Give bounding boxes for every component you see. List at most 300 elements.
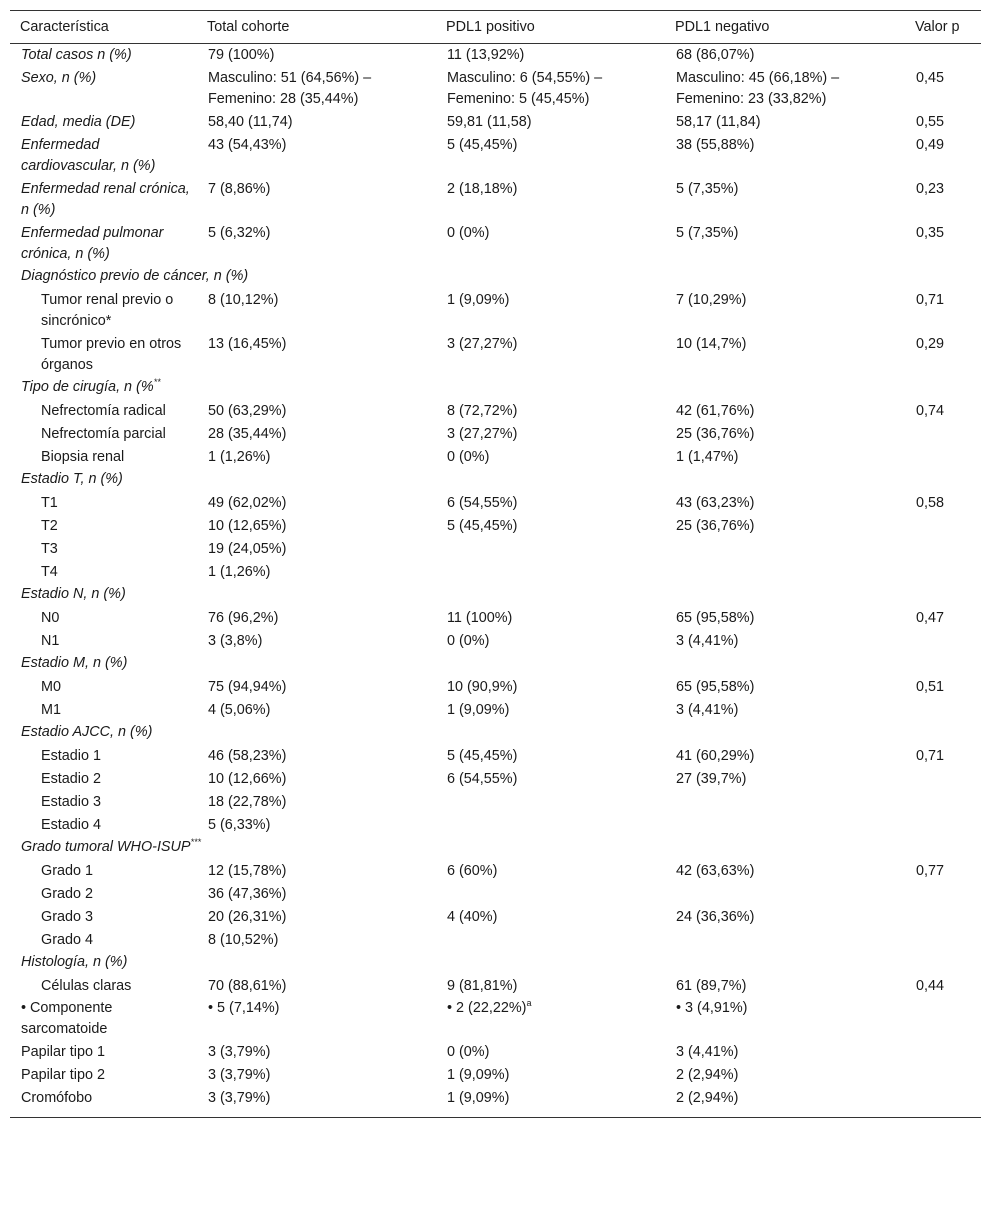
valor-p-cell (905, 998, 981, 1042)
total-cohorte-cell-text: 20 (26,31%) (208, 909, 287, 925)
total-cohorte-cell-text: 10 (12,66%) (208, 771, 287, 787)
table-row (10, 134, 981, 178)
row-label (10, 266, 981, 289)
pdl1-negativo-cell-text: 41 (60,29%) (676, 748, 755, 764)
pdl1-positivo-cell-text: 0 (0%) (447, 633, 490, 649)
valor-p-cell-text: 0,58 (916, 495, 945, 511)
total-cohorte-cell-text: 79 (100%) (208, 47, 275, 63)
table-row (10, 860, 981, 883)
pdl1-positivo-cell (436, 515, 665, 538)
pdl1-positivo-cell (436, 134, 665, 178)
header-pdl1-positivo: PDL1 positivo (446, 18, 535, 35)
valor-p-cell (905, 222, 981, 266)
valor-p-cell (905, 906, 981, 929)
table-row (10, 492, 981, 515)
valor-p-cell (905, 67, 981, 111)
pdl1-negativo-cell (665, 44, 905, 68)
row-label-text: Estadio 4 (41, 817, 102, 833)
valor-p-cell (905, 814, 981, 837)
row-label-text: M1 (41, 702, 61, 718)
pdl1-negativo-cell-text: 27 (39,7%) (676, 771, 747, 787)
pdl1-negativo-cell (665, 538, 905, 561)
valor-p-cell-text: 0,71 (916, 292, 945, 308)
table-row (10, 1042, 981, 1065)
valor-p-cell-text: 0,45 (916, 70, 945, 86)
total-cohorte-cell-text: Masculino: 51 (64,56%) – Femenino: 28 (35,44%) (208, 70, 372, 107)
header-valor-p: Valor p (915, 18, 960, 35)
row-label (10, 814, 197, 837)
row-label (10, 699, 197, 722)
valor-p-cell (905, 44, 981, 68)
valor-p-cell (905, 111, 981, 134)
total-cohorte-cell-text: 5 (6,33%) (208, 817, 271, 833)
row-label-text: Enfermedad pulmonar crónica, n (%) (21, 225, 164, 262)
pdl1-positivo-cell (436, 699, 665, 722)
valor-p-cell (905, 492, 981, 515)
pdl1-positivo-cell (436, 289, 665, 333)
total-cohorte-cell-text: 36 (47,36%) (208, 886, 287, 902)
header-caracteristica: Característica (20, 18, 109, 35)
valor-p-cell (905, 768, 981, 791)
pdl1-negativo-cell (665, 178, 905, 222)
table-row (10, 266, 981, 289)
total-cohorte-cell-text: 10 (12,65%) (208, 518, 287, 534)
table-row (10, 791, 981, 814)
valor-p-cell-text: 0,55 (916, 114, 945, 130)
valor-p-cell (905, 975, 981, 998)
total-cohorte-cell-text: 49 (62,02%) (208, 495, 287, 511)
pdl1-negativo-cell-text: 2 (2,94%) (676, 1090, 739, 1106)
pdl1-negativo-cell-text: 43 (63,23%) (676, 495, 755, 511)
row-label-text: Grado 3 (41, 909, 93, 925)
row-label-text: Diagnóstico previo de cáncer, n (%) (21, 268, 249, 284)
pdl1-negativo-cell (665, 446, 905, 469)
total-cohorte-cell-text: 3 (3,79%) (208, 1090, 271, 1106)
total-cohorte-cell-text: 7 (8,86%) (208, 181, 271, 197)
total-cohorte-cell-text: 13 (16,45%) (208, 336, 287, 352)
table-row (10, 745, 981, 768)
table-row (10, 538, 981, 561)
row-label (10, 492, 197, 515)
pdl1-positivo-cell-text: 5 (45,45%) (447, 748, 518, 764)
pdl1-positivo-cell (436, 446, 665, 469)
row-label (10, 998, 197, 1042)
total-cohorte-cell (197, 333, 436, 377)
valor-p-cell (905, 607, 981, 630)
row-label (10, 222, 197, 266)
total-cohorte-cell-text: 18 (22,78%) (208, 794, 287, 810)
row-label (10, 134, 197, 178)
total-cohorte-cell (197, 929, 436, 952)
pdl1-positivo-cell-text: 0 (0%) (447, 449, 490, 465)
total-cohorte-cell-text: 1 (1,26%) (208, 449, 271, 465)
pdl1-positivo-cell (436, 111, 665, 134)
valor-p-cell-text: 0,77 (916, 863, 945, 879)
table-row (10, 561, 981, 584)
table-row (10, 222, 981, 266)
valor-p-cell (905, 883, 981, 906)
total-cohorte-cell (197, 676, 436, 699)
total-cohorte-cell-text: 70 (88,61%) (208, 978, 287, 994)
total-cohorte-cell (197, 44, 436, 68)
total-cohorte-cell (197, 745, 436, 768)
row-label-text: Estadio T, n (%) (21, 471, 123, 487)
table-header (10, 11, 981, 44)
table-row (10, 814, 981, 837)
row-label-text: T3 (41, 541, 58, 557)
pdl1-negativo-cell-text: 10 (14,7%) (676, 336, 747, 352)
pdl1-positivo-cell-text: 1 (9,09%) (447, 1067, 510, 1083)
valor-p-cell (905, 1088, 981, 1118)
pdl1-positivo-cell (436, 791, 665, 814)
row-label-text: Tumor renal previo o sincrónico* (41, 292, 174, 329)
row-label-text: M0 (41, 679, 61, 695)
pdl1-negativo-cell (665, 561, 905, 584)
pdl1-negativo-cell (665, 1088, 905, 1118)
total-cohorte-cell-text: 75 (94,94%) (208, 679, 287, 695)
valor-p-cell-text: 0,71 (916, 748, 945, 764)
total-cohorte-cell (197, 814, 436, 837)
total-cohorte-cell-text: 76 (96,2%) (208, 610, 279, 626)
table-row (10, 952, 981, 975)
row-label-text: Estadio AJCC, n (%) (21, 724, 153, 740)
pdl1-negativo-cell-text: 3 (4,41%) (676, 702, 739, 718)
pdl1-positivo-cell (436, 1065, 665, 1088)
pdl1-negativo-cell (665, 745, 905, 768)
pdl1-negativo-cell-text: 3 (4,41%) (676, 1044, 739, 1060)
row-label (10, 515, 197, 538)
row-label (10, 791, 197, 814)
pdl1-negativo-cell-text: 61 (89,7%) (676, 978, 747, 994)
valor-p-cell-text: 0,51 (916, 679, 945, 695)
row-label (10, 423, 197, 446)
total-cohorte-cell (197, 111, 436, 134)
pdl1-positivo-cell (436, 975, 665, 998)
row-label-text: Total casos n (%) (21, 47, 132, 63)
row-label (10, 929, 197, 952)
row-label-text: Estadio N, n (%) (21, 586, 126, 602)
pdl1-positivo-cell (436, 814, 665, 837)
pdl1-negativo-cell (665, 134, 905, 178)
valor-p-cell-text: 0,74 (916, 403, 945, 419)
pdl1-negativo-cell (665, 975, 905, 998)
pdl1-positivo-cell (436, 929, 665, 952)
pdl1-negativo-cell (665, 906, 905, 929)
pdl1-negativo-cell (665, 111, 905, 134)
row-label (10, 289, 197, 333)
row-label (10, 377, 981, 400)
pdl1-negativo-cell-text: 24 (36,36%) (676, 909, 755, 925)
valor-p-cell (905, 515, 981, 538)
row-label-text: T2 (41, 518, 58, 534)
row-label (10, 1088, 197, 1118)
row-label (10, 837, 981, 860)
pdl1-negativo-cell (665, 699, 905, 722)
row-label-text: Nefrectomía radical (41, 403, 166, 419)
pdl1-positivo-cell (436, 676, 665, 699)
pdl1-positivo-cell (436, 423, 665, 446)
row-label-text: Nefrectomía parcial (41, 426, 166, 442)
table-row (10, 975, 981, 998)
table-row (10, 929, 981, 952)
pdl1-negativo-cell (665, 883, 905, 906)
table-row (10, 676, 981, 699)
pdl1-negativo-cell-text: 42 (61,76%) (676, 403, 755, 419)
pdl1-positivo-cell-text: 6 (54,55%) (447, 495, 518, 511)
valor-p-cell (905, 538, 981, 561)
pdl1-positivo-cell-text: 11 (13,92%) (447, 47, 525, 63)
table-row (10, 584, 981, 607)
row-label (10, 722, 981, 745)
pdl1-negativo-cell (665, 423, 905, 446)
pdl1-positivo-cell-text: 0 (0%) (447, 1044, 490, 1060)
pdl1-positivo-cell-text: 5 (45,45%) (447, 518, 518, 534)
row-label (10, 111, 197, 134)
row-label-text: Papilar tipo 2 (21, 1067, 105, 1083)
header-total-cohorte: Total cohorte (207, 18, 290, 35)
valor-p-cell-text: 0,47 (916, 610, 945, 626)
valor-p-cell (905, 630, 981, 653)
pdl1-positivo-cell (436, 538, 665, 561)
row-label (10, 1065, 197, 1088)
pdl1-positivo-cell (436, 492, 665, 515)
row-label (10, 67, 197, 111)
total-cohorte-cell (197, 630, 436, 653)
valor-p-cell-text: 0,29 (916, 336, 945, 352)
row-label-text: Estadio M, n (%) (21, 655, 128, 671)
pdl1-positivo-cell (436, 1088, 665, 1118)
row-label (10, 584, 981, 607)
total-cohorte-cell-text: 28 (35,44%) (208, 426, 287, 442)
table-row (10, 111, 981, 134)
row-label-text: Tumor previo en otros órganos (41, 336, 182, 373)
pdl1-positivo-cell-text: 0 (0%) (447, 225, 490, 241)
pdl1-negativo-cell (665, 607, 905, 630)
total-cohorte-cell-text: 43 (54,43%) (208, 137, 287, 153)
pdl1-positivo-cell (436, 768, 665, 791)
row-label-text: Enfermedad cardiovascular, n (%) (21, 137, 156, 174)
pdl1-positivo-cell (436, 561, 665, 584)
pdl1-positivo-cell-text: 6 (60%) (447, 863, 498, 879)
total-cohorte-cell (197, 906, 436, 929)
row-label-text: Enfermedad renal crónica, n (%) (21, 181, 190, 218)
total-cohorte-cell (197, 222, 436, 266)
pdl1-positivo-cell (436, 607, 665, 630)
row-label-text: Grado tumoral WHO-ISUP (21, 839, 191, 855)
pdl1-negativo-cell-text: 3 (4,41%) (676, 633, 739, 649)
total-cohorte-cell-text: 8 (10,12%) (208, 292, 279, 308)
pdl1-negativo-cell-text: 58,17 (11,84) (676, 114, 761, 130)
total-cohorte-cell (197, 791, 436, 814)
row-label (10, 883, 197, 906)
pdl1-positivo-cell (436, 998, 665, 1042)
row-label-text: Células claras (41, 978, 132, 994)
pdl1-negativo-cell (665, 768, 905, 791)
total-cohorte-cell (197, 699, 436, 722)
pdl1-negativo-cell-text: 7 (10,29%) (676, 292, 747, 308)
valor-p-cell (905, 745, 981, 768)
valor-p-cell (905, 178, 981, 222)
table-row (10, 607, 981, 630)
total-cohorte-cell-text: 58,40 (11,74) (208, 114, 293, 130)
pdl1-negativo-cell-text: Masculino: 45 (66,18%) – Femenino: 23 (33,82%) (676, 70, 840, 107)
row-label-text: Estadio 2 (41, 771, 102, 787)
header-pdl1-negativo: PDL1 negativo (675, 18, 770, 35)
row-label (10, 333, 197, 377)
pdl1-negativo-cell-text: 65 (95,58%) (676, 610, 755, 626)
valor-p-cell-text: 0,49 (916, 137, 945, 153)
total-cohorte-cell (197, 178, 436, 222)
pdl1-positivo-cell-text: 5 (45,45%) (447, 137, 518, 153)
pdl1-negativo-cell-text: 25 (36,76%) (676, 426, 755, 442)
pdl1-positivo-cell (436, 745, 665, 768)
valor-p-cell (905, 929, 981, 952)
valor-p-cell-text: 0,23 (916, 181, 945, 197)
row-label (10, 607, 197, 630)
row-label-text: • Componente sarcomatoide (21, 1000, 113, 1037)
table-row (10, 1065, 981, 1088)
row-label-text: Biopsia renal (41, 449, 125, 465)
valor-p-cell (905, 446, 981, 469)
table-row (10, 768, 981, 791)
total-cohorte-cell (197, 998, 436, 1042)
pdl1-negativo-cell (665, 630, 905, 653)
pdl1-negativo-cell-text: 68 (86,07%) (676, 47, 755, 63)
pdl1-negativo-cell-text: 38 (55,88%) (676, 137, 755, 153)
pdl1-positivo-cell-text: • 2 (22,22%) (447, 1000, 527, 1016)
row-label-text: Edad, media (DE) (21, 114, 136, 130)
valor-p-cell (905, 561, 981, 584)
valor-p-cell (905, 289, 981, 333)
row-label-text: Estadio 3 (41, 794, 102, 810)
footnote-marker: ** (153, 377, 161, 388)
row-label (10, 745, 197, 768)
row-label (10, 676, 197, 699)
pdl1-positivo-cell (436, 178, 665, 222)
pdl1-positivo-cell-text: 2 (18,18%) (447, 181, 518, 197)
table-row (10, 423, 981, 446)
valor-p-cell-text: 0,44 (916, 978, 945, 994)
total-cohorte-cell (197, 289, 436, 333)
total-cohorte-cell-text: 12 (15,78%) (208, 863, 287, 879)
pdl1-positivo-cell (436, 400, 665, 423)
total-cohorte-cell (197, 768, 436, 791)
row-label (10, 538, 197, 561)
total-cohorte-cell (197, 400, 436, 423)
pdl1-negativo-cell (665, 222, 905, 266)
valor-p-cell (905, 134, 981, 178)
row-label-text: Histología, n (%) (21, 954, 128, 970)
pdl1-positivo-cell (436, 630, 665, 653)
total-cohorte-cell (197, 1042, 436, 1065)
footnote-marker: a (526, 998, 532, 1009)
pdl1-negativo-cell (665, 791, 905, 814)
table-row (10, 446, 981, 469)
row-label (10, 446, 197, 469)
pdl1-positivo-cell-text: Masculino: 6 (54,55%) – Femenino: 5 (45,45%) (447, 70, 603, 107)
total-cohorte-cell-text: 3 (3,79%) (208, 1067, 271, 1083)
pdl1-negativo-cell (665, 515, 905, 538)
row-label-text: Grado 4 (41, 932, 93, 948)
total-cohorte-cell-text: 5 (6,32%) (208, 225, 271, 241)
pdl1-negativo-cell-text: 25 (36,76%) (676, 518, 755, 534)
pdl1-negativo-cell (665, 998, 905, 1042)
total-cohorte-cell (197, 883, 436, 906)
pdl1-positivo-cell-text: 9 (81,81%) (447, 978, 518, 994)
valor-p-cell (905, 423, 981, 446)
table-row (10, 469, 981, 492)
total-cohorte-cell (197, 1065, 436, 1088)
table-row (10, 178, 981, 222)
table-body (10, 44, 981, 1118)
pdl1-negativo-cell (665, 929, 905, 952)
pdl1-positivo-cell (436, 67, 665, 111)
pdl1-negativo-cell (665, 333, 905, 377)
total-cohorte-cell (197, 492, 436, 515)
total-cohorte-cell (197, 607, 436, 630)
total-cohorte-cell (197, 67, 436, 111)
pdl1-negativo-cell (665, 400, 905, 423)
table-row (10, 998, 981, 1042)
pdl1-positivo-cell-text: 4 (40%) (447, 909, 498, 925)
total-cohorte-cell (197, 446, 436, 469)
total-cohorte-cell (197, 1088, 436, 1118)
header-row (10, 11, 981, 44)
table-row (10, 1088, 981, 1118)
pdl1-negativo-cell (665, 860, 905, 883)
valor-p-cell (905, 676, 981, 699)
pdl1-positivo-cell-text: 11 (100%) (447, 610, 513, 626)
row-label-text: N0 (41, 610, 60, 626)
pdl1-negativo-cell (665, 1042, 905, 1065)
pdl1-negativo-cell (665, 289, 905, 333)
table-row (10, 289, 981, 333)
valor-p-cell (905, 1065, 981, 1088)
pdl1-positivo-cell (436, 906, 665, 929)
pdl1-positivo-cell-text: 1 (9,09%) (447, 1090, 510, 1106)
row-label (10, 768, 197, 791)
row-label (10, 1042, 197, 1065)
row-label-text: Tipo de cirugía, n (% (21, 379, 154, 395)
table-row (10, 377, 981, 400)
total-cohorte-cell-text: 50 (63,29%) (208, 403, 287, 419)
row-label-text: Estadio 1 (41, 748, 102, 764)
row-label (10, 178, 197, 222)
pdl1-positivo-cell (436, 860, 665, 883)
pdl1-positivo-cell (436, 44, 665, 68)
table-row (10, 722, 981, 745)
total-cohorte-cell-text: 46 (58,23%) (208, 748, 287, 764)
valor-p-cell (905, 1042, 981, 1065)
row-label (10, 44, 197, 68)
total-cohorte-cell (197, 134, 436, 178)
table-row (10, 906, 981, 929)
valor-p-cell (905, 860, 981, 883)
pdl1-negativo-cell (665, 814, 905, 837)
row-label-text: T1 (41, 495, 58, 511)
table-row (10, 400, 981, 423)
pdl1-negativo-cell-text: • 3 (4,91%) (676, 1000, 748, 1016)
row-label (10, 469, 981, 492)
pdl1-positivo-cell (436, 883, 665, 906)
row-label (10, 906, 197, 929)
total-cohorte-cell-text: 19 (24,05%) (208, 541, 287, 557)
pdl1-positivo-cell-text: 10 (90,9%) (447, 679, 518, 695)
pdl1-positivo-cell (436, 1042, 665, 1065)
pdl1-positivo-cell-text: 3 (27,27%) (447, 336, 518, 352)
total-cohorte-cell (197, 515, 436, 538)
pdl1-negativo-cell-text: 1 (1,47%) (676, 449, 739, 465)
